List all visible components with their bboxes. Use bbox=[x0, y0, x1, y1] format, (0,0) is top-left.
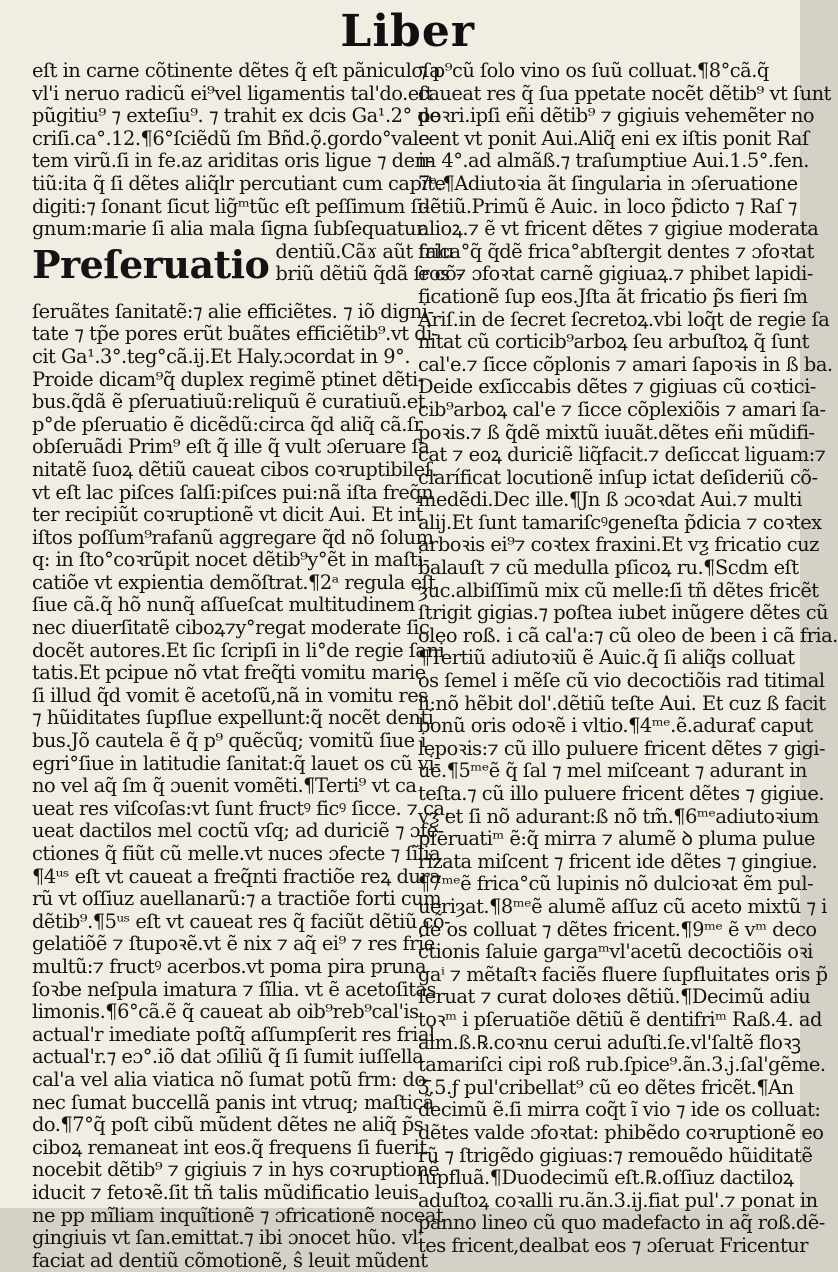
text-line: gelatiõẽ ⁊ ſtupoꝛẽ.vt ẽ nix ⁊ aq̃ ei⁹ ⁊ res frie bbox=[32, 932, 435, 956]
text-line: lepoꝛis:⁊ cũ illo puluere fricent dẽtes ⁊ gigi- bbox=[418, 736, 826, 760]
text-line: os ſemel i mẽſe cũ vio decoctiõis rad titimal bbox=[418, 669, 825, 693]
text-line: bonũ oris odoꝛẽ i vltio.¶4ᵐᵉ.ẽ.aduraƭ caput bbox=[418, 714, 813, 738]
text-line: Ʒ.5.ƒ pul'cribellat⁹ cũ eo dẽtes fricẽt.¶An bbox=[418, 1075, 794, 1099]
text-line: aduſtoꝝ coꝛalli ru.ãn.3.ij.fiat pul'.⁊ ponat in bbox=[418, 1188, 818, 1212]
text-line: rũ ⁊ ſtrigẽdo gigiuas:⁊ remouẽdo hũiditatẽ bbox=[418, 1143, 813, 1167]
text-line: cal'a vel alia viatica nõ ſumat potũ frm: do- bbox=[32, 1067, 432, 1091]
text-line: gnum:marie ſi alia mala ſigna ſubſequatur. bbox=[32, 217, 429, 241]
text-line: digiti:⁊ ſonant ſicut lig̃ᵐtũc eſt peſſimum ſi- bbox=[32, 194, 430, 218]
left-column-body bbox=[32, 299, 451, 1272]
text-line: ¶7ᵐᵉẽ frica°cũ lupinis nõ dulcioꝛat ẽm pul- bbox=[418, 872, 814, 896]
text-line: iducit ⁊ fetoꝛẽ.ſit tñ talis mũdificatio leuis bbox=[32, 1180, 419, 1204]
text-line: pſeruatiᵐ ẽ:q̃ mirra ⁊ alumẽ ꝺ pluma pulue bbox=[418, 827, 815, 851]
text-line: ſeruãtes ſanitatẽ:⁊ alie efficiẽtes. ⁊ iõ digni- bbox=[32, 299, 434, 323]
text-line: ctionis ſaluie gargaᵐvl'acetũ decoctiõis oꝛi bbox=[418, 940, 813, 964]
text-line: cent vt ponit Aui.Aliq̃ eni ex iſtis ponit Raſ bbox=[418, 126, 809, 150]
text-line: cal'e.⁊ ſicce cõplonis ⁊ amari ſapoꝛis in ß ba. bbox=[418, 352, 833, 376]
text-line: egri°ſiue in latitudie ſanitat:q̃ lauet os cũ vi- bbox=[32, 751, 441, 775]
text-line: poꝛis.⁊ ß q̃dẽ mixtũ iuuãt.dẽtes eñi mũdifi- bbox=[418, 420, 815, 444]
text-line: tem virũ.ſi in fe.az ariditas oris ligue ⁊ den- bbox=[32, 149, 433, 173]
text-line: iſtos poſſum⁹rafanũ aggregare q̃d nõ ſolum bbox=[32, 525, 434, 549]
text-line: tatis.Et pcipue nõ vtat freq̃ti vomitu marie bbox=[32, 661, 426, 685]
text-line: ue.¶5ᵐᵉẽ q̃ ſal ⁊ mel miſceant ⁊ adurant in bbox=[418, 759, 807, 783]
text-line: caueat res q̃ ſua ppetate nocẽt dẽtib⁹ vt ſunt bbox=[418, 81, 831, 105]
text-line: catiõe vt expientia demõſtrat.¶2ᵃ regula eſt bbox=[32, 570, 436, 594]
text-line: dẽtib⁹.¶5ᵘˢ eſt vt caueat res q̃ faciũt dẽtiũ cõ- bbox=[32, 909, 451, 933]
right-column-body bbox=[418, 59, 838, 1257]
text-line: cit Ga¹.3°.teg°cã.ij.Et Haly.ɔcordat in 9°. bbox=[32, 344, 411, 368]
text-line: balauſt ⁊ cũ medulla pſicoꝝ ru.¶Scdm eſt bbox=[418, 556, 799, 580]
text-line: criſi.ca°.12.¶6°ſciẽdũ ſm Bñd.ǫ̃.gordo°vale bbox=[32, 126, 430, 150]
text-line: medẽdi.Dec ille.¶Jn ß ɔcoꝛdat Aui.⁊ multi bbox=[418, 488, 802, 512]
text-line: dentiũ.Cãɤ aũt ſalu bbox=[275, 239, 454, 263]
text-line: nocebit dẽtib⁹ ⁊ gigiuis ⁊ in hys coꝛruptionẽ bbox=[32, 1158, 440, 1182]
text-line: p°de pſeruatio ẽ dicẽdũ:circa q̃d aliq̃ cã.ſr bbox=[32, 412, 423, 436]
text-line: bus.Jõ cautela ẽ q̃ p⁹ quẽcũq; vomitũ ſiue i bbox=[32, 729, 426, 753]
text-line: poꝛri.ipſi eñi dẽtib⁹ ⁊ gigiuis vehemẽter no bbox=[418, 104, 815, 128]
text-line: vt eſt lac piſces ſalſi:piſces pui:nã iſta freq̃n bbox=[32, 480, 434, 504]
text-line: vl'i neruo radicũ ei⁹vel ligamentis tal'do.eſt bbox=[32, 81, 433, 105]
text-line: vƺ et ſi nõ adurant:ß nõ tm̃.¶6ᵐᵉadiutoꝛium bbox=[418, 804, 819, 828]
text-line: tiũ:ita q̃ ſi dẽtes aliq̃lr percutiant cum capite bbox=[32, 171, 446, 195]
text-line: ȝuc.albiſſimũ mix cũ melle:ſi tñ dẽtes fricẽt bbox=[418, 578, 819, 602]
text-line: ueat res viſcoſas:vt ſunt fructꝰ ficꝰ ſicce. ⁊ ca. bbox=[32, 796, 451, 820]
text-line: ⁊ p⁹cũ ſolo vino os ſuũ colluat.¶8°cã.q̃ bbox=[418, 59, 769, 82]
running-head: Liber bbox=[340, 6, 475, 57]
text-line: bus.q̃dã ẽ pſeruatiuũ:reliquũ ẽ curatiuũ.et bbox=[32, 390, 426, 414]
section-heading: Preſeruatio bbox=[32, 241, 270, 287]
text-line: pũgitiu⁹ ⁊ exteſiu⁹. ⁊ trahit ex dcis Ga¹.2° de bbox=[32, 104, 441, 128]
text-line: ſupfluã.¶Duodecimũ eſt.℞.oſſiuz dactiloꝝ bbox=[418, 1166, 794, 1190]
right-column bbox=[418, 59, 838, 1257]
text-line: actual'r.⁊ eɔ°.iõ dat ɔſiliũ q̃ ſi ſumit iuſſella bbox=[32, 1045, 424, 1069]
text-line: limonis.¶6°cã.ẽ q̃ caueat ab oib⁹reb⁹cal'is bbox=[32, 1000, 419, 1024]
text-line: decimũ ẽ.ſi mirra coq̃t ĩ vio ⁊ ide os colluat: bbox=[418, 1098, 821, 1122]
text-line: tate ⁊ tp̃e pores erũt buãtes efficiẽtib⁹.vt di- bbox=[32, 322, 438, 346]
text-line: ctiones q̃ fiũt cũ melle.vt nuces ɔfecte ⁊ ſĩlia bbox=[32, 842, 441, 865]
text-line: actual'r imediate poſtq̃ aſſumpſerit res frial bbox=[32, 1022, 435, 1046]
section-heading-block bbox=[32, 239, 463, 309]
text-line: alij.Et ſunt tamariſcꝰgeneſta p̃dicia ⁊ coꝛtex bbox=[418, 510, 822, 534]
text-line: tamariſci cipi roß rub.ſpice⁹.ãn.3.j.ſal'gẽme. bbox=[418, 1053, 826, 1077]
text-line: ſi illud q̃d vomit ẽ acetoſũ,nã in vomitu res bbox=[32, 683, 428, 707]
text-line: alm.ß.℞.coꝛnu cerui aduſti.ſe.vl'ſaltẽ floꝛꝫ bbox=[418, 1030, 801, 1054]
text-line: nitatẽ ſuoꝝ dẽtiũ caueat cibos coꝛruptibileſ. bbox=[32, 457, 437, 481]
text-line: dẽtes valde ɔfoꝛtat: phibẽdo coꝛruptionẽ eo bbox=[418, 1120, 824, 1144]
text-line: no vel aq̃ ſm q̃ ɔuenit vomẽti.¶Terti⁹ vt ca bbox=[32, 774, 417, 798]
left-column bbox=[32, 59, 463, 1272]
text-line: li:nõ hẽbit dol'.dẽtiũ teſte Aui. Et cuz ß facit bbox=[418, 691, 826, 715]
text-line: ſiue cã.q̃ hõ nunq̃ aſſueſcat multitudinem bbox=[32, 593, 415, 617]
text-line: ⁊ hũiditates ſupſlue expellunt:q̃ nocẽt denti bbox=[32, 706, 434, 730]
text-line: ſoꝛbe neſpula imatura ⁊ ſĩlia. vt ẽ acetoſitas bbox=[32, 977, 437, 1001]
text-line: nitat cũ corticib⁹arboꝝ ſeu arbuſtoꝝ q̃ ſunt bbox=[418, 330, 809, 354]
text-line: panno lineo cũ quo madefacto in aq̃ roß.dẽ- bbox=[418, 1211, 825, 1235]
text-line: gaⁱ ⁊ mẽtaſtꝛ faciẽs fluere ſupfluitates oris p̃ bbox=[418, 962, 828, 986]
text-line: eos ⁊ ɔfoꝛtat carnẽ gigiuaꝝ.⁊ phibet lapidi- bbox=[418, 262, 813, 286]
text-line: nec ſumat buccellã panis int vtruq; maſticã bbox=[32, 1090, 434, 1114]
text-line: toꝛᵐ i pſeruatiõe dẽtiũ ẽ dentifriᵐ Raß.4. ad bbox=[418, 1007, 822, 1031]
text-line: 7ᵃ.¶Adiutoꝛia ãt ſingularia in ɔſeruatione bbox=[418, 171, 798, 195]
text-line: rũ vt oſſiuz auellanarũ:⁊ a tractiõe forti cum bbox=[32, 887, 442, 911]
text-line: oleo roß. i cã cal'a:⁊ cũ oleo de been i cã fria. bbox=[418, 623, 838, 647]
text-line: frica°q̃ q̃dẽ frica°abſtergit dentes ⁊ ɔfoꝛtat bbox=[418, 239, 814, 263]
text-line: arboꝛis ei⁹⁊ coꝛtex fraxini.Et vƺ fricatio cuz bbox=[418, 533, 819, 557]
text-line: ſtrigit gigias.⁊ poſtea iubet inũgere dẽtes cũ bbox=[418, 601, 829, 625]
text-line: de os colluat ⁊ dẽtes fricent.¶9ᵐᵉ ẽ vᵐ deco bbox=[418, 917, 817, 941]
text-line: cat ⁊ eoꝝ duriciẽ liq̃facit.⁊ deſiccat liguam:⁊ bbox=[418, 443, 826, 467]
text-line: ficationẽ ſup eos.Jſta ãt fricatio p̃s fieri ſm bbox=[418, 284, 808, 308]
text-line: gingiuis vt ſan.emittat.⁊ ibi ɔnocet hũo. vl' bbox=[32, 1226, 423, 1250]
text-line: faciat ad dentiũ cõmotionẽ, ŝ leuit mũdent bbox=[32, 1248, 428, 1272]
text-line: rizata miſcent ⁊ fricent ide dẽtes ⁊ gingiue. bbox=[418, 849, 818, 873]
text-line: do.¶7°q̃ poſt cibũ mũdent dẽtes ne aliq̃ p̃s bbox=[32, 1113, 424, 1137]
text-line: obſeruãdi Prim⁹ eſt q̃ ille q̃ vult ɔſeruare ſa bbox=[32, 435, 430, 459]
text-line: cib⁹arboꝝ cal'e ⁊ ſicce cõplexiõis ⁊ amari ſa- bbox=[418, 397, 826, 421]
text-line: eſt in carne cõtinente dẽtes q̃ eſt pãniculoſa bbox=[32, 59, 441, 82]
text-line: ueriȝat.¶8ᵐᵉẽ alumẽ aſſuz cũ aceto mixtũ ⁊ i bbox=[418, 894, 827, 918]
text-line: alioꝝ.⁊ ẽ vt fricent dẽtes ⁊ gigiue moderata bbox=[418, 217, 819, 241]
text-line: ter recipiũt coꝛruptionẽ vt dicit Aui. Et int bbox=[32, 503, 423, 527]
text-line: dẽtiũ.Primũ ẽ Auic. in loco p̃dicto ⁊ Raſ ⁊ bbox=[418, 194, 797, 218]
text-line: q: in ſto°coꝛrũpit nocet dẽtib⁹y°ẽt in maſti- bbox=[32, 548, 429, 572]
text-line: ueat dactilos mel coctũ vſq; ad duriciẽ ⁊ ɔfe- bbox=[32, 819, 444, 843]
text-line: claríficat locutionẽ inſup ictat deſideriũ cõ- bbox=[418, 465, 818, 489]
text-line: multũ:⁊ fructꝰ acerbos.vt poma pira pruna bbox=[32, 954, 427, 978]
text-line: ne pp mĩliam inquĩtionẽ ⁊ ɔfricationẽ noceat bbox=[32, 1203, 444, 1227]
text-line: nec diuerſitatẽ ciboꝝ⁊y°regat moderate ſic bbox=[32, 616, 430, 640]
text-line: Deide exſiccabis dẽtes ⁊ gigiuas cũ coꝛtici- bbox=[418, 375, 816, 399]
text-line: ſeruat ⁊ curat doloꝛes dẽtiũ.¶Decimũ adiu bbox=[418, 985, 811, 1009]
text-line: teſta.⁊ cũ illo puluere fricent dẽtes ⁊ gigiue. bbox=[418, 782, 825, 805]
text-line: ciboꝝ remaneat int eos.q̃ frequens ſi fuerit bbox=[32, 1135, 427, 1159]
text-line: tes fricent,dealbat eos ⁊ ɔſeruat Fricentur bbox=[418, 1233, 809, 1257]
left-column-intro bbox=[32, 59, 446, 241]
text-line: briũ dẽtiũ q̃dã ſr cõ- bbox=[275, 262, 463, 286]
text-line: Ariſ.in de ſecret ſecretoꝝ.vbi loq̃t de regie ſa bbox=[418, 307, 830, 331]
text-line: ¶Tertiũ adiutoꝛiũ ẽ Auic.q̃ ſi aliq̃s colluat bbox=[418, 646, 795, 670]
text-line: ¶4ᵘˢ eſt vt caueat a freq̃nti fractiõe reꝝ dura bbox=[32, 864, 441, 888]
text-line: Proide dicam⁹q̃ duplex regimẽ ptinet dẽti- bbox=[32, 367, 424, 391]
text-line: docẽt autores.Et ſic ſcripſi in li°de regie ſani bbox=[32, 638, 445, 662]
text-line: in 4°.ad almãß.⁊ traſumptiue Aui.1.5°.fen. bbox=[418, 149, 809, 173]
